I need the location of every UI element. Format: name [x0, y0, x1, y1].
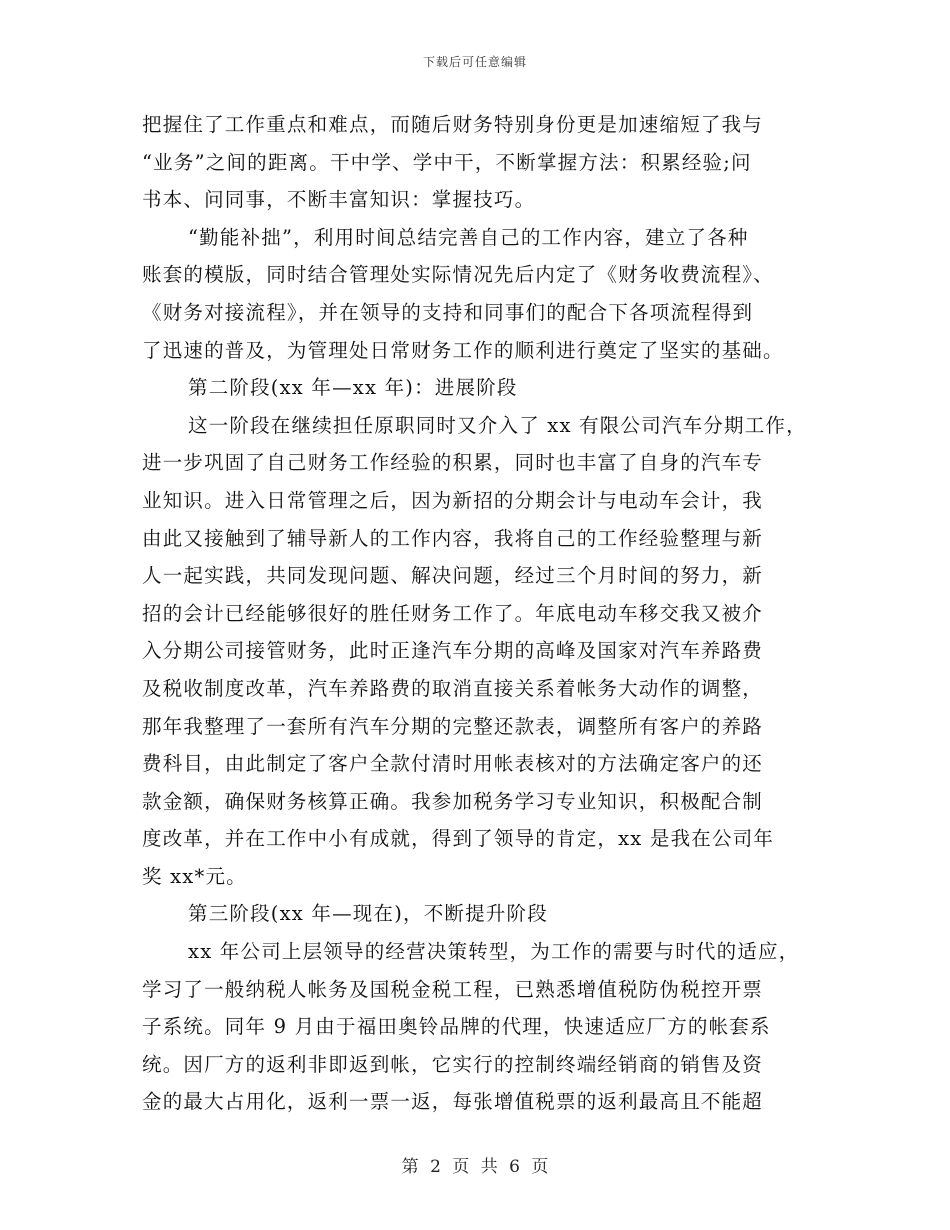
text-line: 统。因厂方的返利非即返到帐，它实行的控制终端经销商的销售及资 — [142, 1052, 764, 1076]
page-footer: 第 2 页 共 6 页 — [401, 1157, 549, 1177]
text-line: 把握住了工作重点和难点，而随后财务特别身份更是加速缩短了我与 — [142, 113, 764, 136]
text-line: 人一起实践，共同发现问题、解决问题，经过三个月时间的努力，新 — [142, 564, 764, 588]
text-line: 进一步巩固了自己财务工作经验的积累，同时也丰富了自身的汽车专 — [142, 451, 764, 475]
text-line: 书本、问同事，不断丰富知识：掌握技巧。 — [142, 188, 536, 212]
text-line: 招的会计已经能够很好的胜任财务工作了。年底电动车移交我又被介 — [142, 601, 764, 625]
page-header: 下载后可任意编辑 — [422, 55, 527, 69]
text-line: 那年我整理了一套所有汽车分期的完整还款表，调整所有客户的养路 — [142, 714, 764, 738]
text-line: 业知识。进入日常管理之后，因为新招的分期会计与电动车会计，我 — [142, 488, 764, 512]
text-line: “业务”之间的距离。干中学、学中干，不断掌握方法：积累经验;问 — [142, 150, 752, 174]
text-line: 入分期公司接管财务，此时正逢汽车分期的高峰及国家对汽车养路费 — [142, 639, 764, 663]
text-line: 学习了一般纳税人帐务及国税金税工程，已熟悉增值税防伪税控开票 — [142, 977, 764, 1001]
text-line: 款金额，确保财务核算正确。我参加税务学习专业知识，积极配合制 — [142, 789, 764, 813]
text-line: 《财务对接流程》，并在领导的支持和同事们的配合下各项流程得到 — [142, 300, 754, 324]
text-line: 子系统。同年 9 月由于福田奥铃品牌的代理，快速适应厂方的帐套系 — [142, 1015, 771, 1039]
text-line: 第三阶段(xx 年—现在)，不断提升阶段 — [188, 902, 548, 926]
text-line: 由此又接触到了辅导新人的工作内容，我将自己的工作经验整理与新 — [142, 526, 764, 550]
text-line: “勤能补拙”，利用时间总结完善自己的工作内容，建立了各种 — [188, 225, 749, 249]
text-line: 这一阶段在继续担任原职同时又介入了 xx 有限公司汽车分期工作， — [188, 413, 807, 437]
text-line: 奖 xx*元。 — [142, 864, 247, 888]
text-line: 第二阶段(xx 年—xx 年)：进展阶段 — [188, 376, 518, 400]
text-line: 及税收制度改革，汽车养路费的取消直接关系着帐务大动作的调整， — [142, 676, 764, 700]
text-line: 金的最大占用化，返利一票一返，每张增值税票的返利最高且不能超 — [142, 1090, 764, 1114]
text-line: 费科目，由此制定了客户全款付清时用帐表核对的方法确定客户的还 — [142, 752, 764, 776]
text-line: 了迅速的普及，为管理处日常财务工作的顺利进行奠定了坚实的基础。 — [142, 338, 784, 362]
text-line: 账套的模版，同时结合管理处实际情况先后内定了《财务收费流程》、 — [142, 263, 774, 287]
document-body — [142, 106, 822, 1121]
text-line: 度改革，并在工作中小有成就，得到了领导的肯定，xx 是我在公司年 — [142, 827, 775, 851]
text-line: xx 年公司上层领导的经营决策转型，为工作的需要与时代的适应， — [188, 940, 800, 964]
